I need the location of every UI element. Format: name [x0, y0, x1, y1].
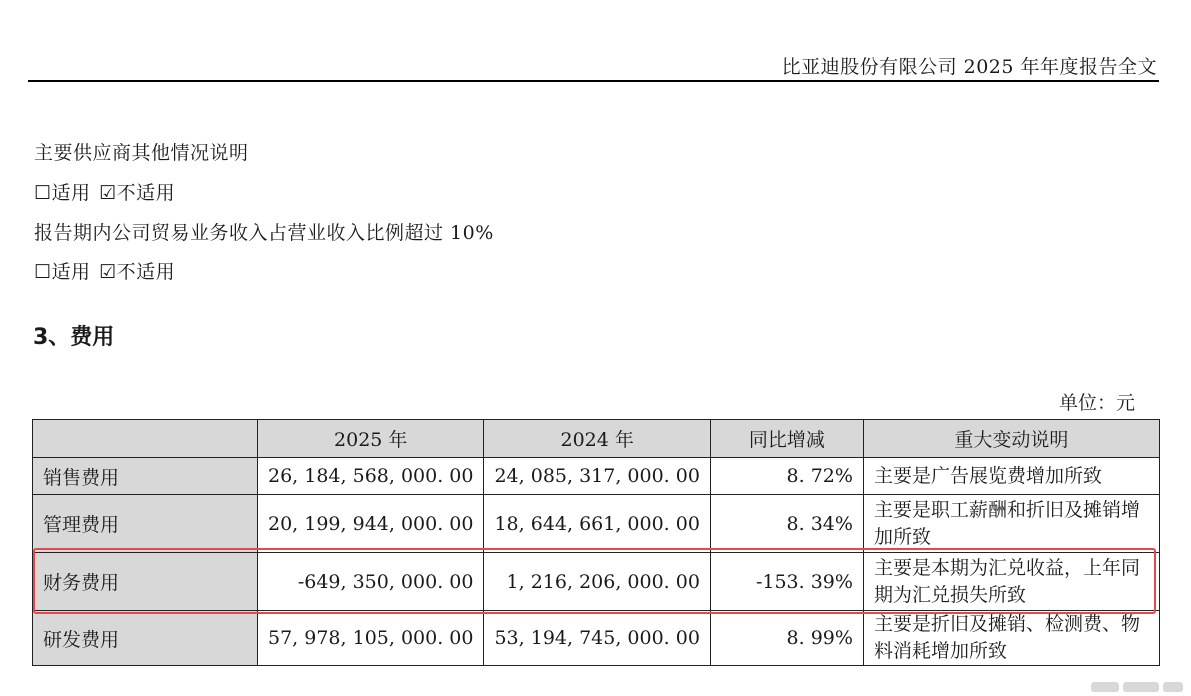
applicable-checkbox: ☐适用	[34, 182, 91, 204]
header-change-note: 重大变动说明	[863, 420, 1159, 458]
trade-revenue-note: 报告期内公司贸易业务收入占营业收入比例超过 10%	[34, 222, 494, 244]
table-row	[33, 553, 1160, 611]
value-2024: 1, 216, 206, 000. 00	[484, 553, 710, 611]
header-2025: 2025 年	[258, 420, 484, 458]
report-title: 比亚迪股份有限公司 2025 年年度报告全文	[781, 56, 1157, 78]
row-item: 管理费用	[33, 495, 258, 553]
watermark	[1091, 682, 1183, 692]
watermark-bar	[1123, 682, 1159, 692]
watermark-bar	[1163, 682, 1183, 692]
row-item: 研发费用	[33, 611, 258, 666]
table-row	[33, 495, 1160, 553]
section-heading: 3、费用	[33, 325, 115, 350]
expense-table	[32, 419, 1160, 666]
table-row	[33, 611, 1160, 666]
value-2025: -649, 350, 000. 00	[258, 553, 484, 611]
checkbox-row-2	[34, 257, 177, 284]
value-2024: 24, 085, 317, 000. 00	[484, 458, 710, 495]
row-item: 财务费用	[33, 553, 258, 611]
header-yoy-change: 同比增减	[710, 420, 863, 458]
table-header-row	[33, 420, 1160, 458]
checkbox-row-1	[34, 178, 177, 205]
change-note: 主要是职工薪酬和折旧及摊销增加所致	[863, 495, 1159, 553]
value-2025: 20, 199, 944, 000. 00	[258, 495, 484, 553]
report-header	[28, 48, 1159, 82]
supplier-other-info-label: 主要供应商其他情况说明	[34, 142, 249, 164]
watermark-bar	[1091, 682, 1119, 692]
value-2024: 18, 644, 661, 000. 00	[484, 495, 710, 553]
change-note: 主要是本期为汇兑收益，上年同期为汇兑损失所致	[863, 553, 1159, 611]
table-row	[33, 458, 1160, 495]
applicable-checkbox: ☐适用	[34, 261, 91, 283]
yoy-change: 8. 72%	[710, 458, 863, 495]
change-note: 主要是广告展览费增加所致	[863, 458, 1159, 495]
value-2025: 57, 978, 105, 000. 00	[258, 611, 484, 666]
header-item	[33, 420, 258, 458]
yoy-change: -153. 39%	[710, 553, 863, 611]
change-note: 主要是折旧及摊销、检测费、物料消耗增加所致	[863, 611, 1159, 666]
row-item: 销售费用	[33, 458, 258, 495]
value-2024: 53, 194, 745, 000. 00	[484, 611, 710, 666]
yoy-change: 8. 99%	[710, 611, 863, 666]
header-2024: 2024 年	[484, 420, 710, 458]
value-2025: 26, 184, 568, 000. 00	[258, 458, 484, 495]
unit-label: 单位：元	[1058, 392, 1135, 414]
not-applicable-checkbox: ☑不适用	[99, 182, 176, 204]
yoy-change: 8. 34%	[710, 495, 863, 553]
not-applicable-checkbox: ☑不适用	[99, 261, 176, 283]
